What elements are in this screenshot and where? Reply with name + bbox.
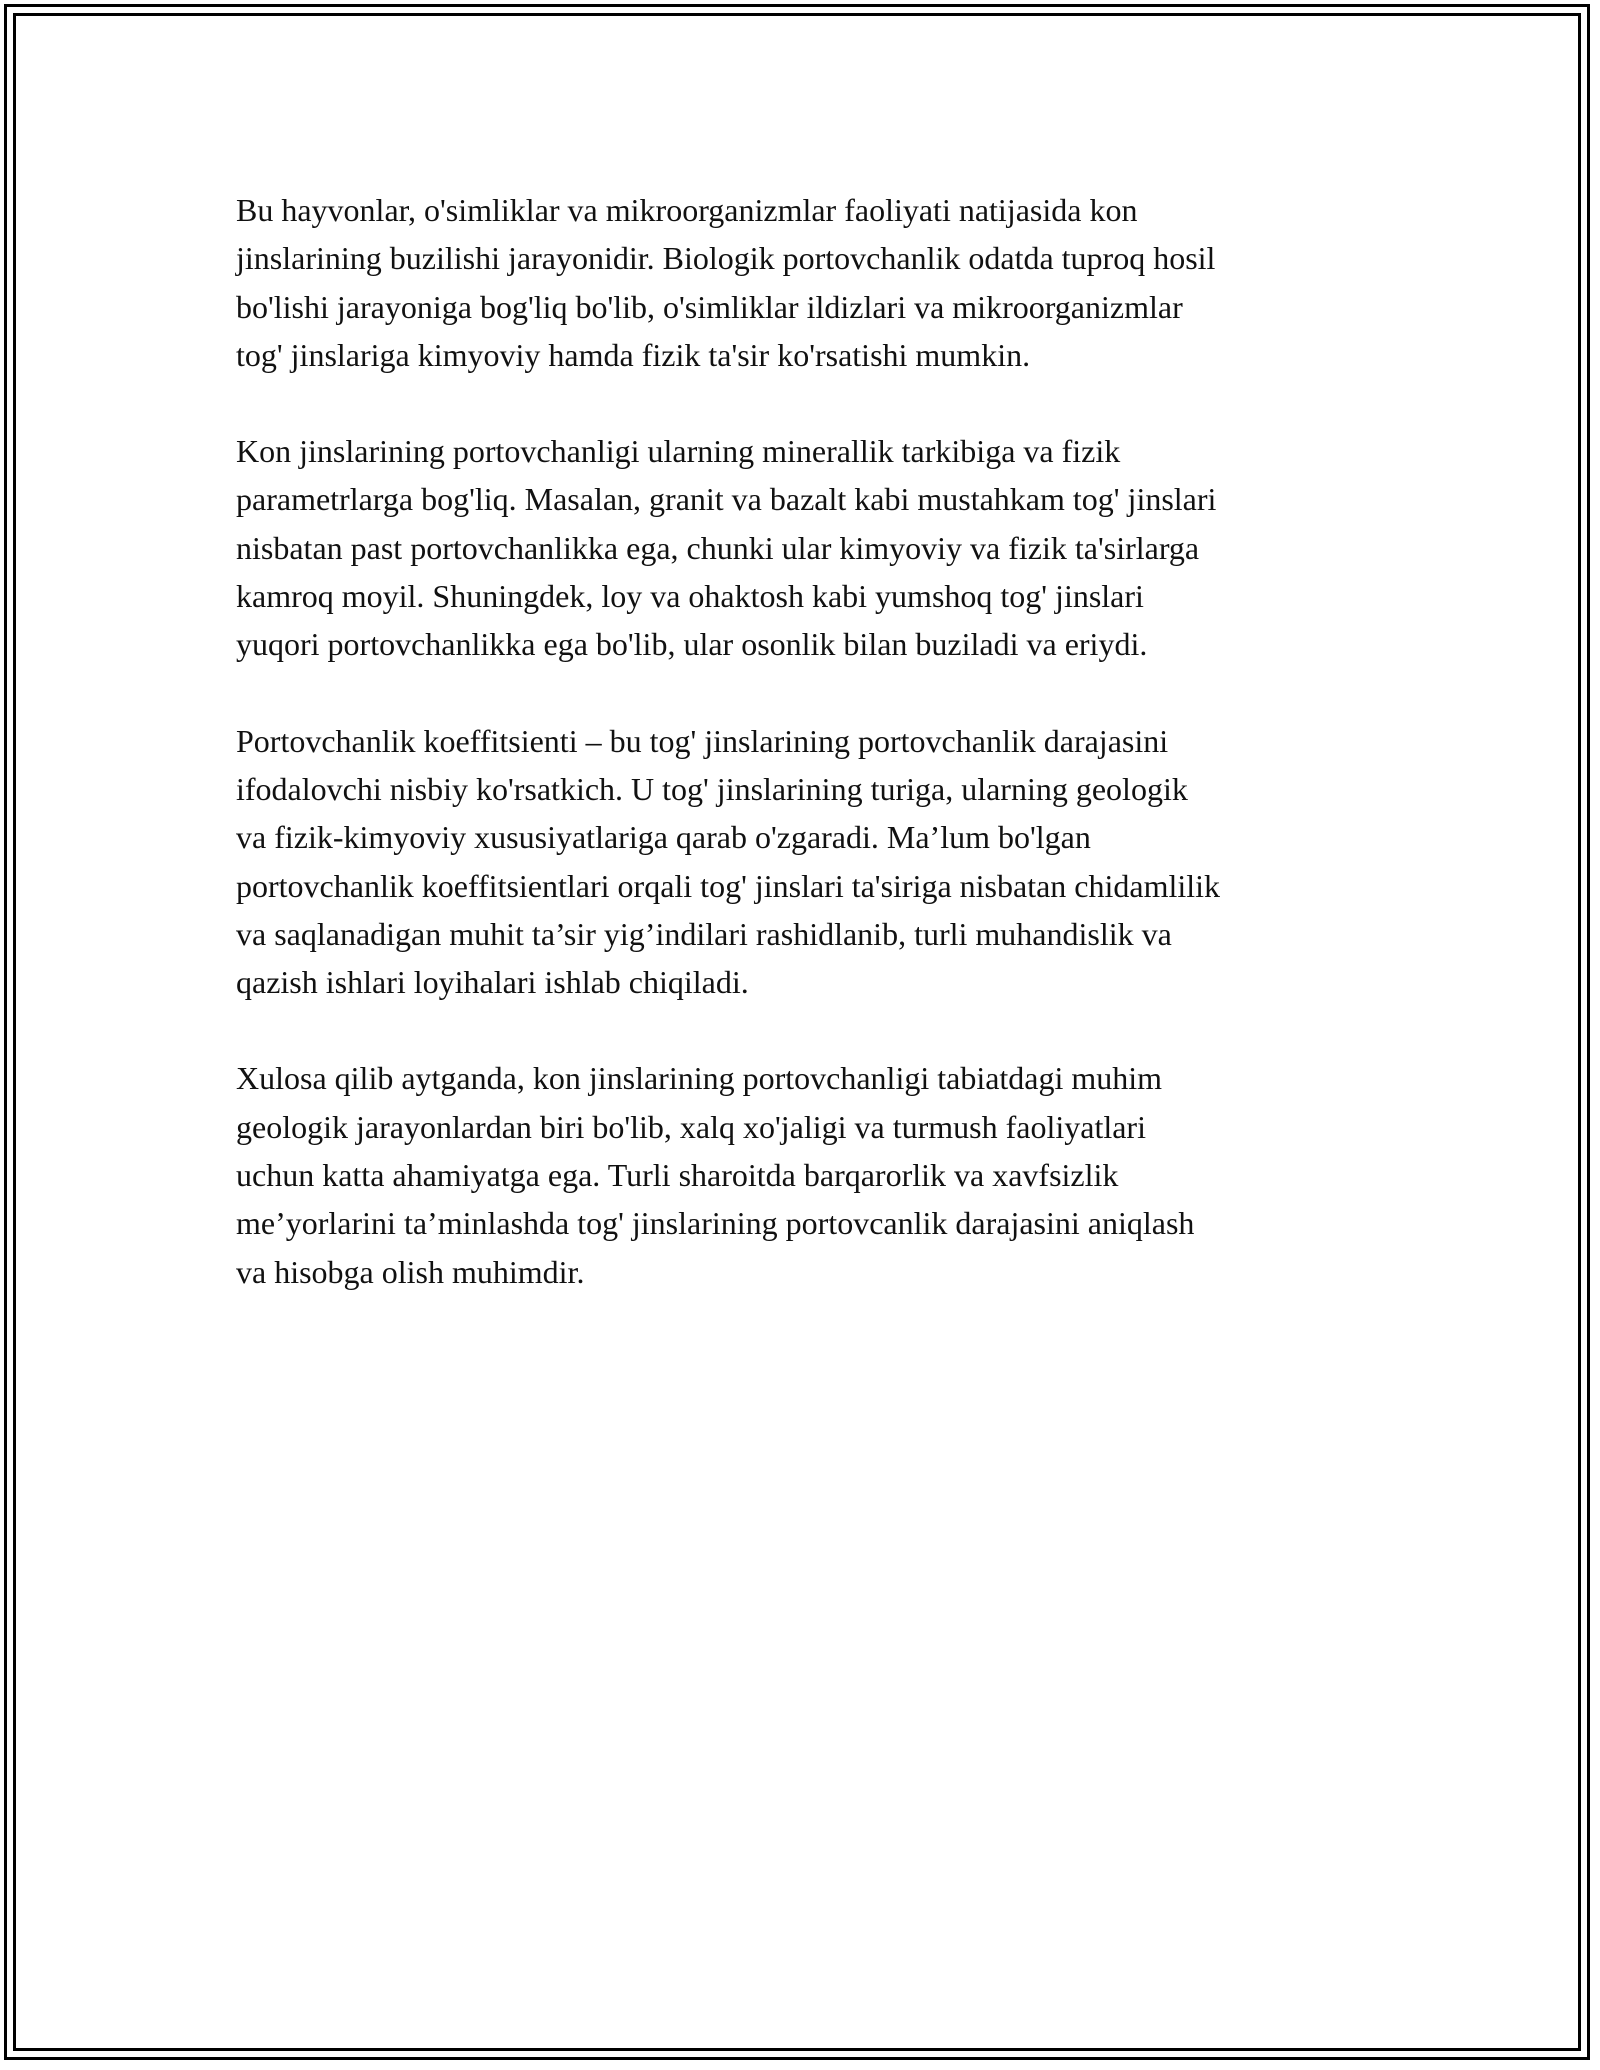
- document-body: [236, 186, 1371, 1344]
- paragraph-biological-weathering: Bu hayvonlar, o'simliklar va mikroorganizmlar faoliyati natijasida kon jinslarining buzilishi jarayonidir. Biologik portovchanlik odatda tuproq hosil bo'lishi jarayoniga bog'liq bo'lib, o'simliklar ildizlari va mikroorganizmlar tog' jinslariga kimyoviy hamda fizik ta'sir ko'rsatishi mumkin.: [236, 192, 1216, 373]
- paragraph-coefficient: Portovchanlik koeffitsienti – bu tog' jinslarining portovchanlik darajasini ifodalovchi nisbiy ko'rsatkich. U tog' jinslarining turiga, ularning geologik va fizik-kimyoviy xususiyatlariga qarab o'zgaradi. Ma’lum bo'lgan portovchanlik koeffitsientlari orqali tog' jinslari ta'siriga nisbatan chidamlilik va saqlanadigan muhit ta’sir yig’indilari rashidlanib, turli muhandislik va qazish ishlari loyihalari ishlab chiqiladi.: [236, 722, 1221, 1001]
- paragraph-conclusion: Xulosa qilib aytganda, kon jinslarining portovchanligi tabiatdagi muhim geologik jarayonlardan biri bo'lib, xalq xo'jaligi va turmush faoliyatlari uchun katta ahamiyatga ega. Turli sharoitda barqarorlik va xavfsizlik me’yorlarini ta’minlashda tog' jinslarining portovcanlik darajasini aniqlash va hisobga olish muhimdir.: [236, 1060, 1195, 1290]
- paragraph-mineral-composition: Kon jinslarining portovchanligi ularning minerallik tarkibiga va fizik parametrlarga bog'liq. Masalan, granit va bazalt kabi mustahkam tog' jinslari nisbatan past portovchanlikka ega, chunki ular kimyoviy va fizik ta'sirlarga kamroq moyil. Shuningdek, loy va ohaktosh kabi yumshoq tog' jinslari yuqori portovchanlikka ega bo'lib, ular osonlik bilan buziladi va eriydi.: [236, 433, 1217, 663]
